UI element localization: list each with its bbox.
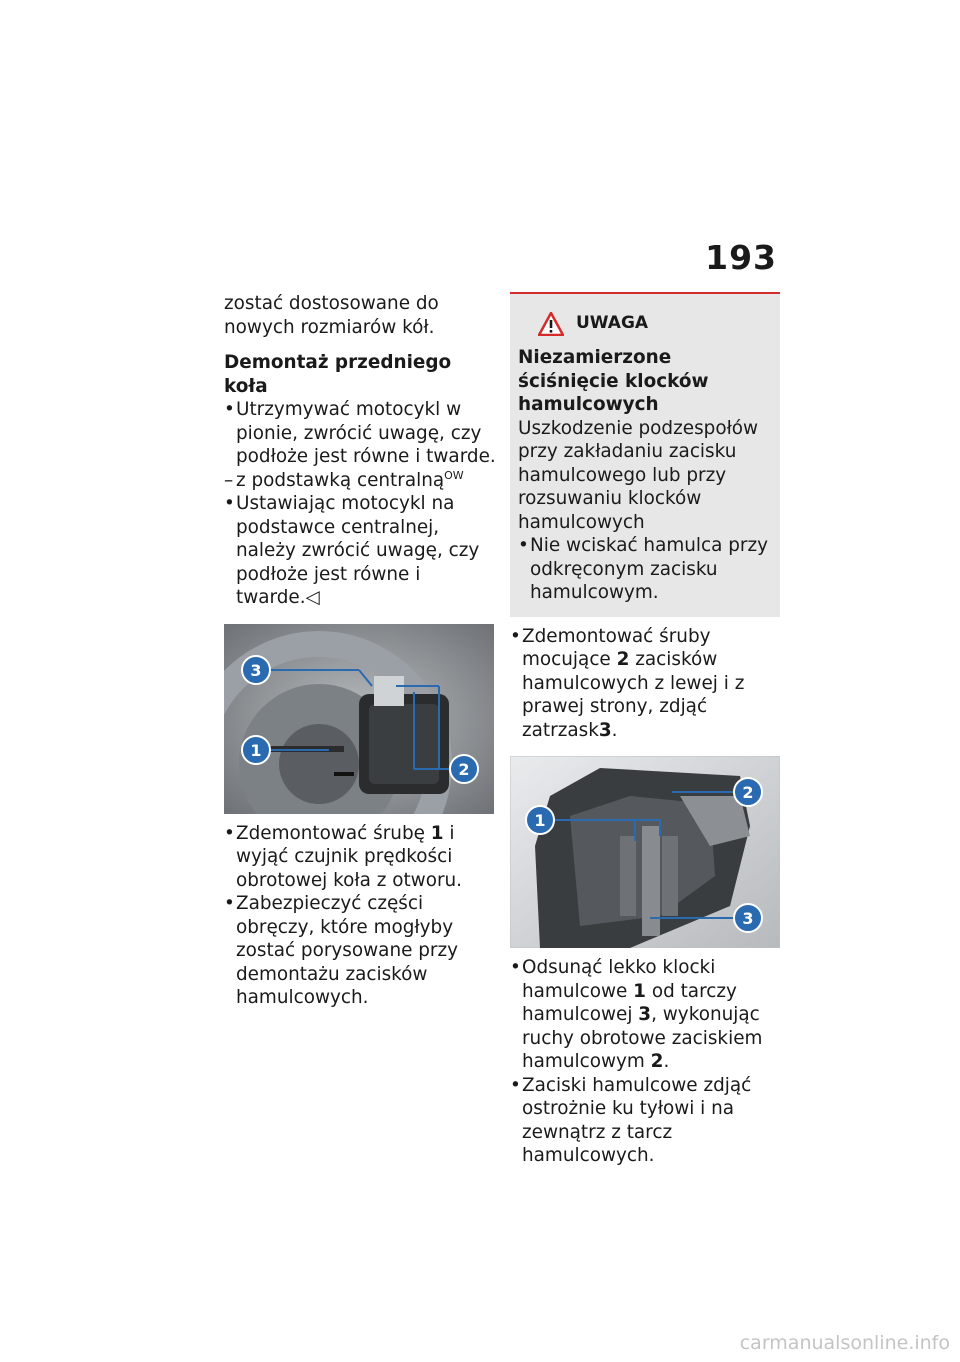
- figure2-label-1: 1: [534, 811, 546, 830]
- figure1-label-2: 2: [458, 759, 470, 779]
- condition-text: z podstawką centralną: [236, 469, 445, 491]
- bullet-text: Zdemontować śrubę: [236, 822, 431, 844]
- bullet-text: i wyjąć czujnik prędkości obrotowej koła z otworu.: [236, 822, 463, 891]
- figure1-label-3: 3: [250, 660, 262, 680]
- photo-brake-pads: [510, 756, 780, 948]
- intro-text: zostać dostosowane do nowych rozmiarów kół.: [224, 293, 439, 338]
- condition-item: [224, 469, 496, 493]
- bullet-text: Zdemontować śruby mocujące: [522, 625, 711, 670]
- warning-subtitle: Niezamierzone ściśnięcie klocków hamulcowych: [518, 347, 709, 415]
- right-column: [510, 292, 780, 1168]
- watermark: carmanualsonline.info: [739, 1332, 950, 1354]
- warning-triangle-icon: [538, 312, 564, 336]
- figure2-label-2: 2: [742, 783, 754, 802]
- end-mark: ◁: [305, 587, 320, 608]
- figure2-label-3: 3: [742, 909, 754, 928]
- warning-title: UWAGA: [576, 313, 649, 334]
- bullet-text: od tarczy hamulcowej: [522, 980, 737, 1025]
- bullet-item: [224, 492, 496, 610]
- figure1-label-1: 1: [250, 740, 262, 760]
- bullet-text: Ustawiając motocykl na podstawce centralnej, należy zwrócić uwagę, czy podłoże jest równe i twarde.: [236, 493, 480, 608]
- photo-brake-caliper: [224, 624, 494, 814]
- reference-number: 1: [633, 980, 646, 1002]
- bullet-item: [510, 956, 780, 1074]
- bullet-item: [224, 822, 496, 893]
- bullet-text: .: [663, 1051, 670, 1072]
- reference-number: 2: [650, 1051, 664, 1072]
- bullet-text: .: [611, 719, 618, 741]
- reference-number: 3: [638, 1004, 652, 1025]
- reference-number: 3: [598, 719, 612, 741]
- warning-box: [510, 292, 780, 617]
- bullet-text: , wykonując ruchy obrotowe zaciskiem hamulcowym: [522, 1004, 763, 1072]
- bullet-text: zacisków hamulcowych z lewej i z prawej strony, zdjąć zatrzask: [522, 649, 745, 741]
- warning-text: Uszkodzenie podzespołów przy zakładaniu zacisku hamulcowego lub przy rozsuwaniu klocków hamulcowych: [518, 417, 759, 533]
- option-code: OW: [444, 468, 464, 482]
- bullet-item: • Zabezpieczyć części obręczy, które mogłyby zostać porysowane przy demontażu zacisków hamulcowych.: [224, 892, 496, 1010]
- warning-bullet: • Nie wciskać hamulca przy odkręconym zacisku hamulcowym.: [518, 534, 772, 605]
- section-heading: Demontaż przedniego koła: [224, 352, 452, 397]
- left-column: [224, 292, 496, 1010]
- page-number: 193: [705, 238, 777, 277]
- reference-number: 1: [430, 822, 444, 844]
- bullet-text: Odsunąć lekko klocki hamulcowe: [522, 957, 716, 1002]
- bullet-item: • Zaciski hamulcowe zdjąć ostrożnie ku tyłowi i na zewnątrz z tarcz hamulcowych.: [510, 1074, 780, 1168]
- bullet-item: • Utrzymywać motocykl w pionie, zwrócić uwagę, czy podłoże jest równe i twarde.: [224, 398, 496, 469]
- figure-brake-caliper-front: [224, 624, 496, 814]
- bullet-item: [510, 625, 780, 743]
- reference-number: 2: [616, 649, 630, 670]
- warning-header: [518, 312, 772, 336]
- figure-brake-pads: [510, 756, 780, 948]
